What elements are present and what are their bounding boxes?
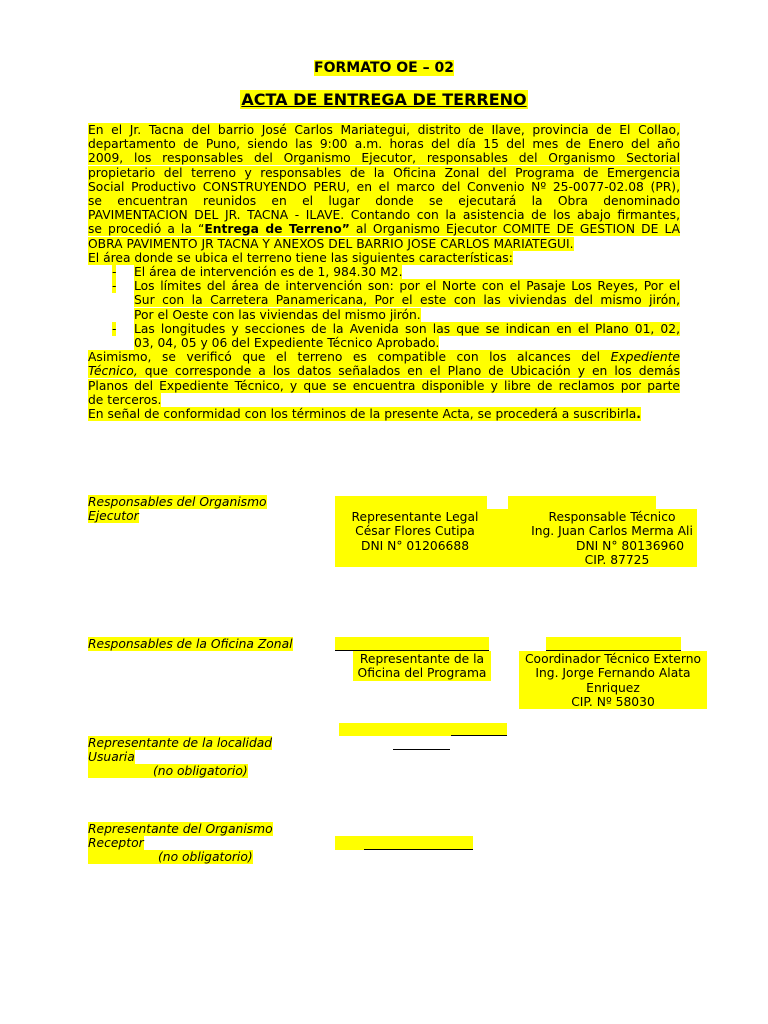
intro-line: 2009, los responsables del Organismo Ejecutor, responsables del Organismo Sectorial — [88, 151, 680, 166]
intro-line: PAVIMENTACION DEL JR. TACNA - ILAVE. Contando con la asistencia de los abajo firmantes, — [88, 208, 680, 223]
document-body — [88, 123, 680, 421]
signature-line — [451, 735, 507, 736]
list-item: - El área de intervención es de 1, 984.30 M2. — [112, 265, 403, 280]
signature-line — [335, 496, 487, 510]
characteristics-list — [88, 265, 680, 350]
intro-line: En el Jr. Tacna del barrio José Carlos Mariategui, distrito de Ilave, provincia de El Collao, — [88, 123, 680, 137]
zonal-program-block: Representante de la Oficina del Programa — [357, 652, 487, 681]
entrega-line: se procedió a la “Entrega de Terreno” al Organismo Ejecutor COMITE DE GESTION DE LA — [88, 222, 680, 237]
ejecutor-technical-block: Responsable Técnico Ing. Juan Carlos Merma Ali DNI N° 80136960 CIP. 87725 — [531, 510, 693, 567]
zonal-coordinator-block: Coordinador Técnico Externo Ing. Jorge Fernando Alata Enriquez CIP. Nº 58030 — [524, 652, 702, 709]
obra-line: OBRA PAVIMENTO JR TACNA Y ANEXOS DEL BARRIO JOSE CARLOS MARIATEGUI. — [88, 236, 574, 251]
document-title: ACTA DE ENTREGA DE TERRENO — [241, 90, 527, 109]
localidad-label: Representante de la localidad Usuaria (no obligatorio) — [88, 736, 273, 779]
receptor-highlight — [335, 836, 473, 850]
signature-line — [508, 496, 656, 510]
ejecutor-legal-block: Representante Legal César Flores Cutipa DNI N° 01206688 — [351, 510, 479, 553]
intro-line: Social Productivo CONSTRUYENDO PERU, en el marco del Convenio Nº 25-0077-02.08 (PR), — [88, 179, 680, 194]
format-code: FORMATO OE – 02 — [314, 60, 454, 76]
ejecutor-label: Responsables del Organismo Ejecutor — [88, 495, 267, 524]
signature-line — [364, 849, 473, 850]
signature-line — [335, 637, 489, 651]
signature-line — [393, 749, 450, 750]
intro-line: se encuentran reunidos en el lugar donde se ejecutará la Obra denominado — [88, 194, 680, 209]
zonal-label: Responsables de la Oficina Zonal — [88, 637, 293, 651]
asimismo-line: de terceros. — [88, 392, 162, 407]
closing-line: En señal de conformidad con los términos de la presente Acta, se procederá a suscribirla. — [88, 407, 641, 422]
list-item: - Los límites del área de intervención son: por el Norte con el Pasaje Los Reyes, Por el Sur con la Carretera Panamericana, Por el este con las viviendas del mismo jirón, Por el Oeste con las viviendas del mismo jirón. — [112, 279, 680, 322]
asimismo-line: Asimismo, se verificó que el terreno es compatible con los alcances del Expediente — [88, 350, 680, 365]
entrega-bold: Entrega de Terreno” — [204, 222, 350, 237]
asimismo-line: Planos del Expediente Técnico, y que se encuentra disponible y libre de reclamos por parte — [88, 378, 680, 393]
asimismo-line: Técnico, que corresponde a los datos señalados en el Plano de Ubicación y en los demás — [88, 364, 680, 379]
receptor-label: Representante del Organismo Receptor (no obligatorio) — [88, 822, 273, 865]
list-item: - Las longitudes y secciones de la Avenida son las que se indican en el Plano 01, 02, 03, 04, 05 y 06 del Expediente Técnico Aprobado. — [112, 321, 680, 351]
signature-line — [546, 637, 681, 651]
intro-line: departamento de Puno, siendo las 9:00 a.m. horas del día 15 del mes de Enero del año — [88, 137, 680, 152]
area-intro: El área donde se ubica el terreno tiene las siguientes características: — [88, 250, 513, 265]
intro-line: propietario del terreno y responsables de la Oficina Zonal del Programa de Emergencia — [88, 165, 680, 180]
